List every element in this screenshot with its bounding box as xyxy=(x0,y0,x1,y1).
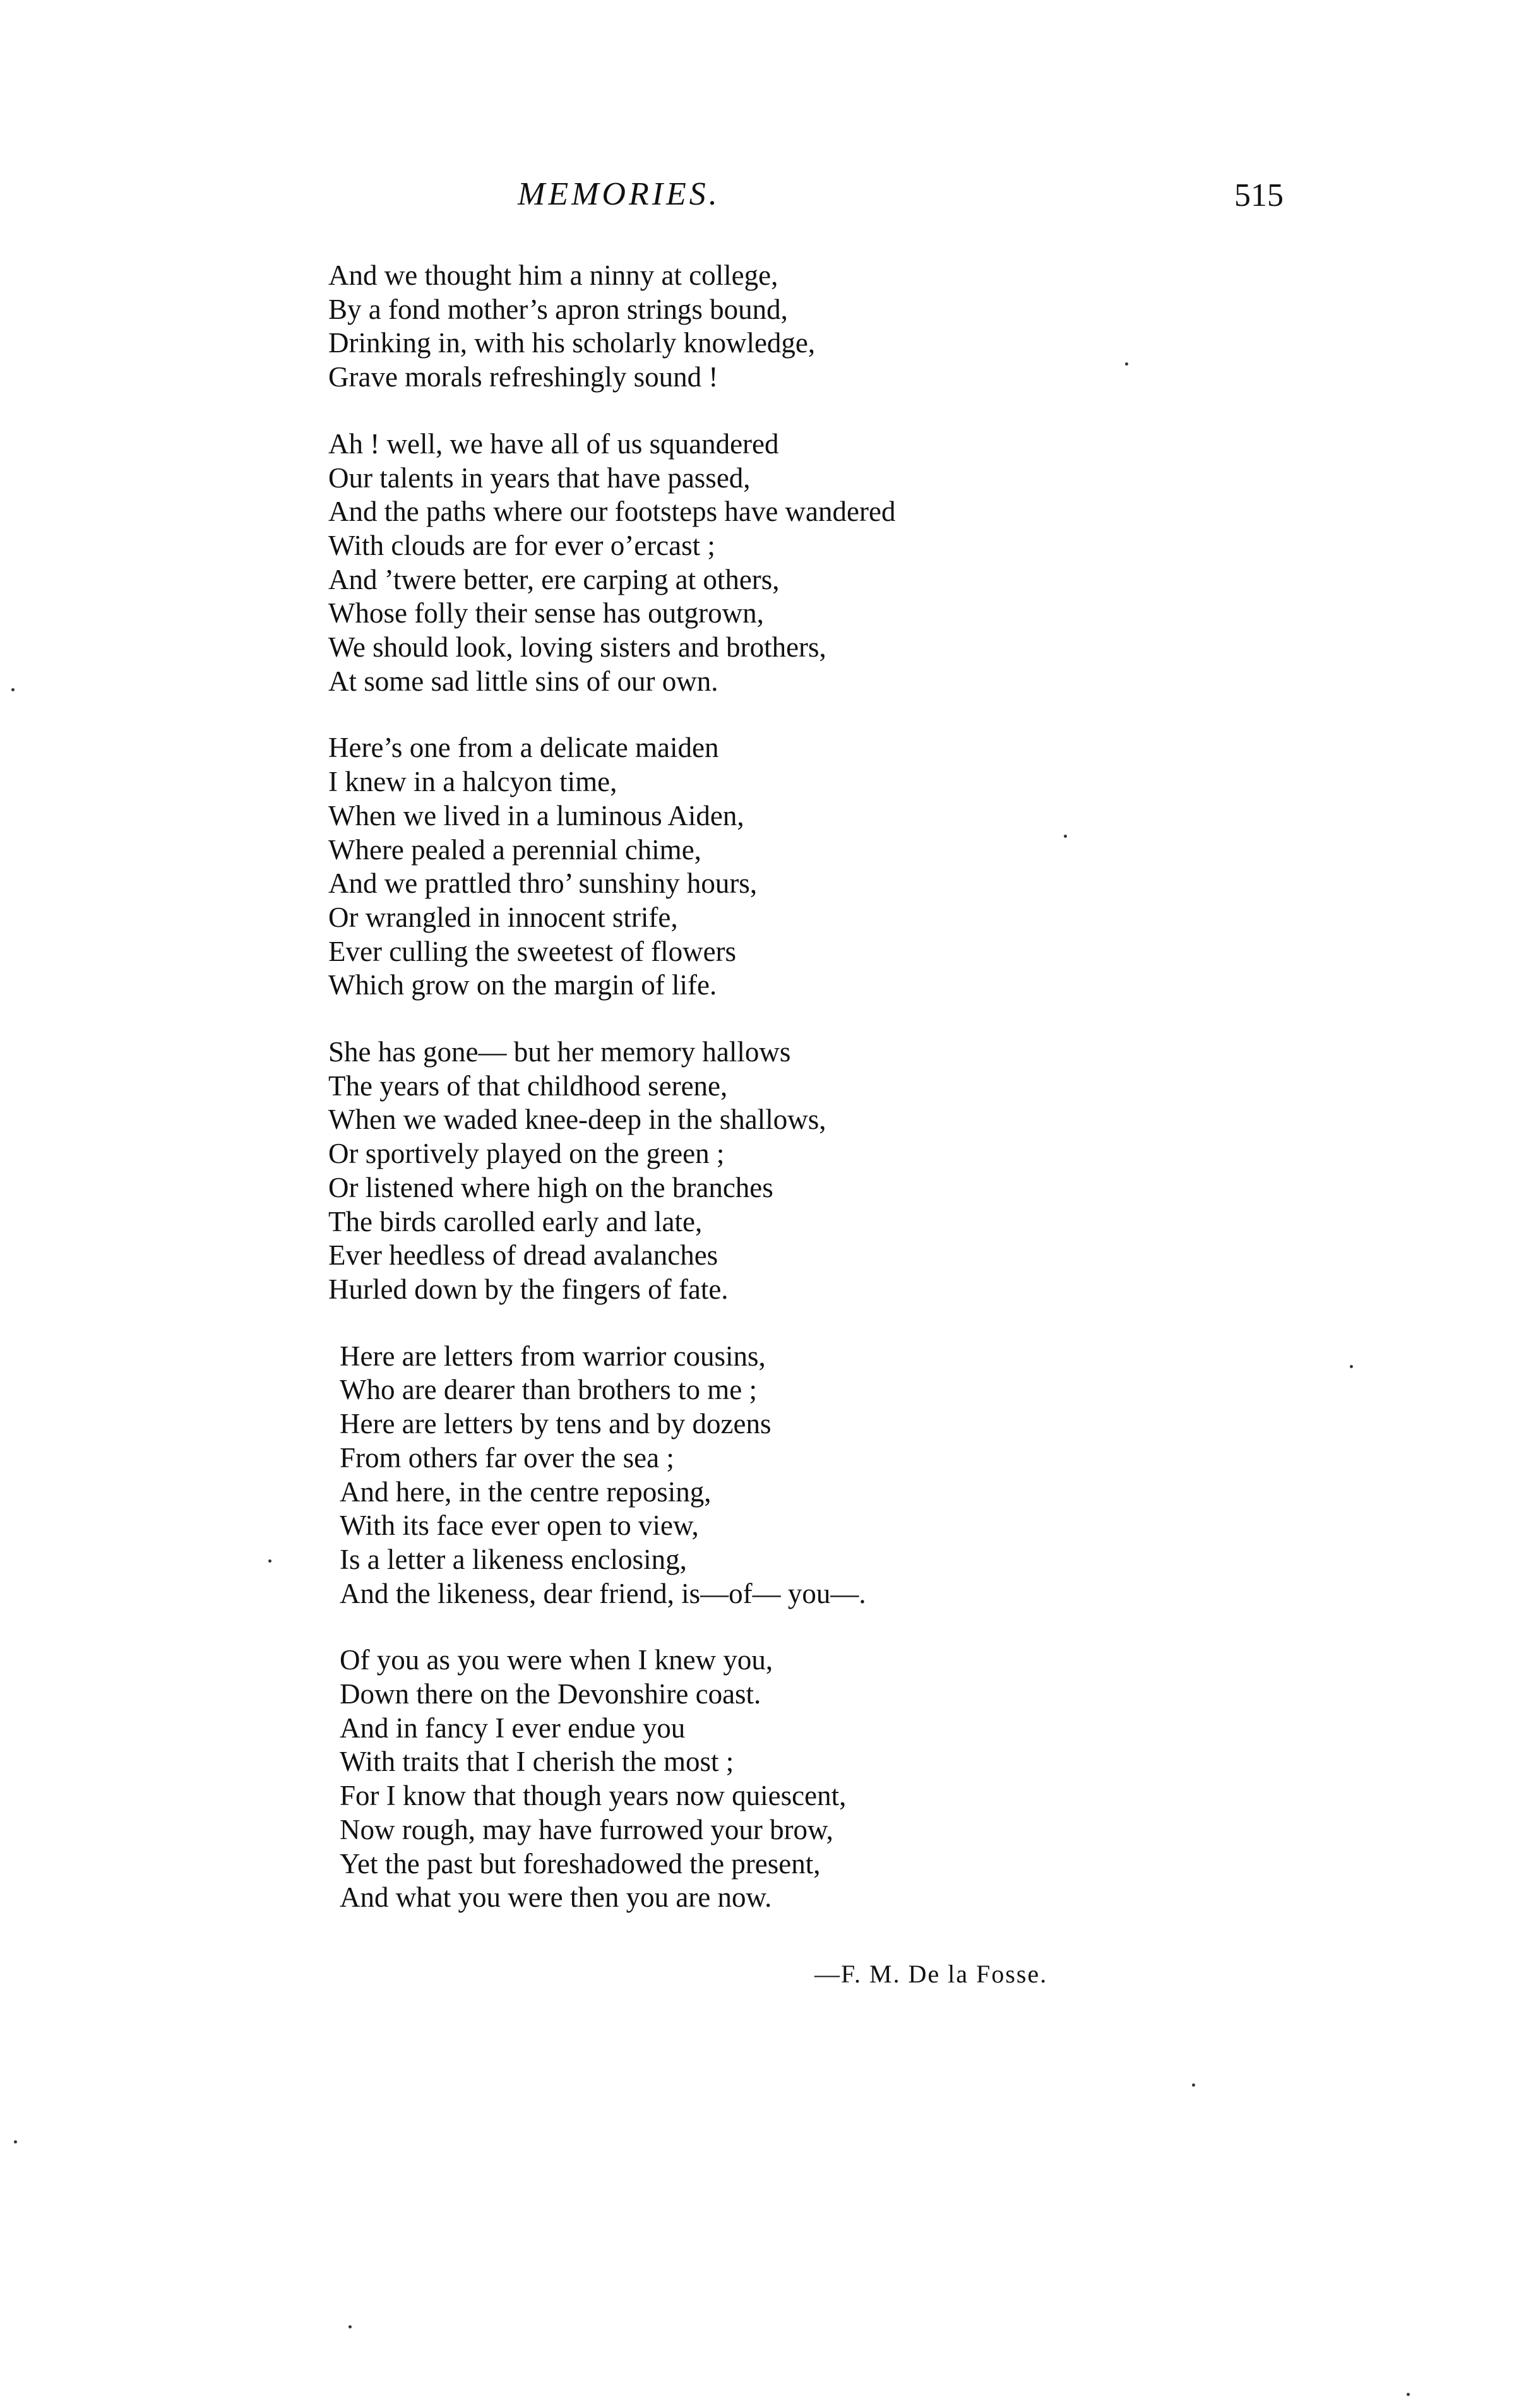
poem-line: Who are dearer than brothers to me ; xyxy=(340,1374,757,1406)
scan-speck xyxy=(1192,2083,1195,2087)
poem-line: Here are letters from warrior cousins, xyxy=(340,1340,766,1372)
stanza-5 xyxy=(328,1340,1212,1611)
poem-line: Here are letters by tens and by dozens xyxy=(340,1408,771,1440)
poem-line: From others far over the sea ; xyxy=(340,1441,674,1474)
poem-line: I knew in a halcyon time, xyxy=(328,766,617,798)
poem-line: Or wrangled in innocent strife, xyxy=(328,901,678,933)
poem-body xyxy=(328,259,1212,1948)
poem-line: And the paths where our footsteps have wandered xyxy=(328,496,896,528)
poem-line: When we waded knee-deep in the shallows, xyxy=(328,1104,826,1136)
poem-line: At some sad little sins of our own. xyxy=(328,665,718,697)
poem-line: Where pealed a perennial chime, xyxy=(328,833,701,866)
poem-line: And we thought him a ninny at college, xyxy=(328,259,778,291)
running-title: MEMORIES. xyxy=(518,176,720,212)
poem-line: And the likeness, dear friend, is—of— you—. xyxy=(340,1577,866,1609)
poem-line: For I know that though years now quiescent, xyxy=(340,1780,847,1812)
stanza-3 xyxy=(328,731,1212,1003)
scan-speck xyxy=(348,2325,352,2328)
poem-line: Ever culling the sweetest of flowers xyxy=(328,935,737,967)
poem-line: Which grow on the margin of life. xyxy=(328,969,717,1001)
poem-line: The years of that childhood serene, xyxy=(328,1070,728,1102)
author-signature: —F. M. De la Fosse. xyxy=(814,1960,1048,1988)
scan-speck xyxy=(1407,2393,1410,2396)
poem-line: Here’s one from a delicate maiden xyxy=(328,732,719,764)
poem-line: Is a letter a likeness enclosing, xyxy=(340,1543,687,1575)
poem-line: Drinking in, with his scholarly knowledge, xyxy=(328,327,816,359)
page-number: 515 xyxy=(1234,177,1284,213)
poem-line: And ’twere better, ere carping at others, xyxy=(328,563,780,595)
poem-line: Down there on the Devonshire coast. xyxy=(340,1678,761,1710)
poem-line: Or listened where high on the branches xyxy=(328,1171,773,1203)
poem-line: And what you were then you are now. xyxy=(340,1881,772,1914)
poem-line: Our talents in years that have passed, xyxy=(328,462,751,494)
poem-line: We should look, loving sisters and brothers, xyxy=(328,631,826,664)
scan-speck xyxy=(11,688,15,691)
poem-line: With its face ever open to view, xyxy=(340,1510,699,1542)
scan-speck xyxy=(268,1559,271,1563)
poem-line: And we prattled thro’ sunshiny hours, xyxy=(328,867,758,900)
poem-line: With clouds are for ever o’ercast ; xyxy=(328,529,715,561)
poem-line: Ever heedless of dread avalanches xyxy=(328,1239,718,1272)
poem-line: Hurled down by the fingers of fate. xyxy=(328,1273,729,1305)
poem-line: Yet the past but foreshadowed the present, xyxy=(340,1847,821,1880)
poem-line: Ah ! well, we have all of us squandered xyxy=(328,427,779,460)
poem-line: Or sportively played on the green ; xyxy=(328,1138,725,1170)
poem-line: Of you as you were when I knew you, xyxy=(340,1644,773,1676)
poem-line: And in fancy I ever endue you xyxy=(340,1712,686,1744)
poem-line: She has gone— but her memory hallows xyxy=(328,1036,791,1068)
poem-line: Grave morals refreshingly sound ! xyxy=(328,361,718,393)
scan-speck xyxy=(1064,835,1067,838)
stanza-1 xyxy=(328,259,1212,395)
poem-line: With traits that I cherish the most ; xyxy=(340,1746,734,1778)
stanza-6 xyxy=(328,1643,1212,1915)
poem-line: The birds carolled early and late, xyxy=(328,1205,703,1237)
poem-line: When we lived in a luminous Aiden, xyxy=(328,799,744,831)
stanza-4 xyxy=(328,1035,1212,1307)
poem-line: Whose folly their sense has outgrown, xyxy=(328,597,764,629)
poem-line: By a fond mother’s apron strings bound, xyxy=(328,293,788,325)
poem-line: Now rough, may have furrowed your brow, xyxy=(340,1813,833,1845)
scan-speck xyxy=(14,2140,17,2143)
scan-speck xyxy=(1125,362,1128,366)
scan-speck xyxy=(1350,1365,1353,1368)
poem-line: And here, in the centre reposing, xyxy=(340,1475,712,1508)
stanza-2 xyxy=(328,427,1212,699)
